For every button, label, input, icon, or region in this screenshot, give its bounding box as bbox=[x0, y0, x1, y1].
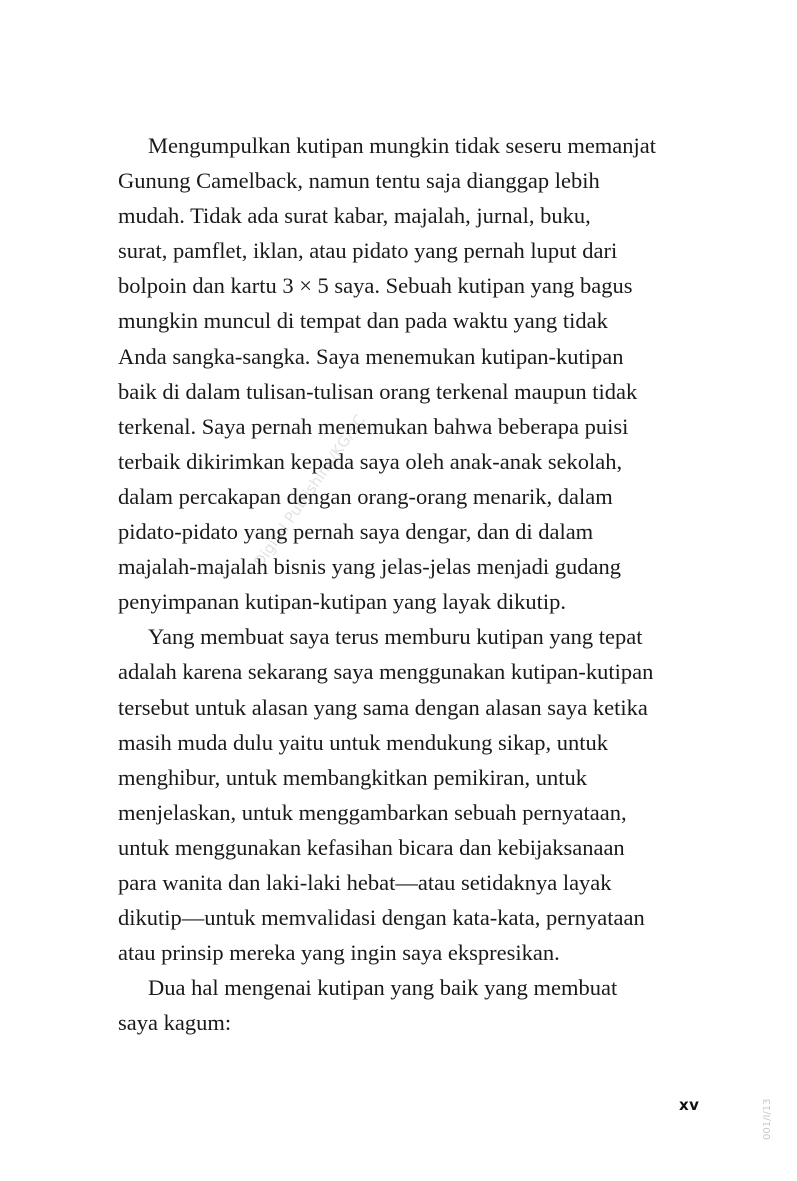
text-line: penyimpanan kutipan-kutipan yang layak dikutip. bbox=[118, 589, 567, 615]
page-number: xv bbox=[679, 1096, 700, 1114]
text-line: menjelaskan, untuk menggambarkan sebuah pernyataan, bbox=[118, 799, 627, 825]
text-line: saya kagum: bbox=[118, 1010, 232, 1036]
text-line: pidato-pidato yang pernah saya dengar, dan di dalam bbox=[118, 519, 594, 545]
text-line: Gunung Camelback, namun tentu saja dianggap lebih bbox=[118, 168, 600, 194]
text-line: tersebut untuk alasan yang sama dengan alasan saya ketika bbox=[118, 694, 648, 720]
text-line: untuk menggunakan kefasihan bicara dan kebijaksanaan bbox=[118, 834, 625, 860]
text-line: terbaik dikirimkan kepada saya oleh anak-anak sekolah, bbox=[118, 448, 623, 474]
watermark: Digital Publishing/KG/SC bbox=[250, 411, 369, 571]
text-line: mudah. Tidak ada surat kabar, majalah, jurnal, buku, bbox=[118, 203, 591, 229]
text-line: dalam percakapan dengan orang-orang menarik, dalam bbox=[118, 483, 613, 509]
text-line: atau prinsip mereka yang ingin saya ekspresikan. bbox=[118, 940, 560, 966]
text-line: masih muda dulu yaitu untuk mendukung sikap, untuk bbox=[118, 729, 608, 755]
text-line: Yang membuat saya terus memburu kutipan yang tepat bbox=[148, 624, 643, 650]
text-line: adalah karena sekarang saya menggunakan kutipan-kutipan bbox=[118, 659, 654, 685]
text-line: Mengumpulkan kutipan mungkin tidak seseru memanjat bbox=[148, 133, 657, 158]
body-text bbox=[118, 128, 708, 1040]
text-line: terkenal. Saya pernah menemukan bahwa beberapa puisi bbox=[118, 413, 629, 439]
text-line: menghibur, untuk membangkitkan pemikiran, untuk bbox=[118, 764, 588, 790]
text-line: dikutip—untuk memvalidasi dengan kata-kata, pernyataan bbox=[118, 905, 645, 931]
text-line: majalah-majalah bisnis yang jelas-jelas menjadi gudang bbox=[118, 554, 621, 580]
text-line: para wanita dan laki-laki hebat—atau setidaknya layak bbox=[118, 869, 612, 895]
text-line: Dua hal mengenai kutipan yang baik yang membuat bbox=[148, 975, 618, 1001]
side-code: 001/I/13 bbox=[762, 1098, 773, 1140]
text-line: surat, pamflet, iklan, atau pidato yang pernah luput dari bbox=[118, 238, 618, 264]
text-line: Anda sangka-sangka. Saya menemukan kutipan-kutipan bbox=[118, 343, 624, 369]
text-line: bolpoin dan kartu 3 × 5 saya. Sebuah kutipan yang bagus bbox=[118, 273, 633, 299]
text-line: mungkin muncul di tempat dan pada waktu yang tidak bbox=[118, 308, 608, 334]
text-line: baik di dalam tulisan-tulisan orang terkenal maupun tidak bbox=[118, 378, 638, 404]
